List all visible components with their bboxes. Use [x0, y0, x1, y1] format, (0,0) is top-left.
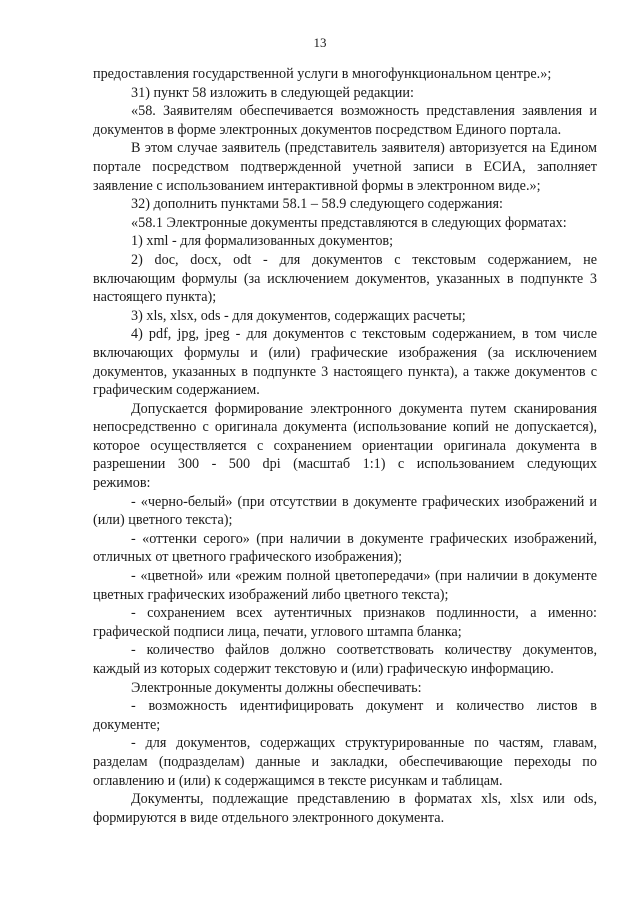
- paragraph: Допускается формирование электронного документа путем сканирования непосредственно с оригинала документа (использование копий не допускается), которое осуществляется с сохранением ориентации оригинала документа в разрешении 300 - 500 dpi (масштаб 1:1) с использованием следующих режимов:: [93, 400, 597, 492]
- paragraph: предоставления государственной услуги в многофункциональном центре.»;: [93, 66, 552, 82]
- paragraph: - возможность идентифицировать документ и количество листов в документе;: [93, 698, 597, 733]
- paragraph: 2) doc, docx, odt - для документов с текстовым содержанием, не включающим формулы (за исключением документов, указанных в подпункте 3 настоящего пункта);: [93, 251, 597, 306]
- paragraph: - «оттенки серого» (при наличии в документе графических изображений, отличных от цветного графического изображения);: [93, 530, 597, 566]
- paragraph: - для документов, содержащих структурированные по частям, главам, разделам (подразделам) данные и закладки, обеспечивающие переходы по оглавлению и (или) к содержащимся в тексте рисункам и таблицам.: [93, 735, 597, 789]
- document-body: [93, 65, 597, 827]
- paragraph: Документы, подлежащие представлению в форматах xls, xlsx или ods, формируются в виде отдельного электронного документа.: [93, 791, 597, 826]
- paragraph: - количество файлов должно соответствовать количеству документов, каждый из которых содержит текстовую и (или) графическую информацию.: [93, 642, 597, 677]
- paragraph: «58. Заявителям обеспечивается возможность представления заявления и документов в форме электронных документов посредством Единого портала.: [93, 103, 597, 138]
- paragraph: - «черно-белый» (при отсутствии в документе графических изображений и (или) цветного текста);: [93, 493, 597, 529]
- paragraph: - «цветной» или «режим полной цветопередачи» (при наличии в документе цветных графических изображений либо цветного текста);: [93, 568, 597, 603]
- paragraph: «58.1 Электронные документы представляются в следующих форматах:: [131, 214, 567, 231]
- paragraph: 31) пункт 58 изложить в следующей редакции:: [131, 84, 414, 101]
- paragraph: 32) дополнить пунктами 58.1 – 58.9 следующего содержания:: [131, 196, 503, 213]
- paragraph: 4) pdf, jpg, jpeg - для документов с текстовым содержанием, в том числе включающих формулы и (или) графические изображения (за исключением документов, указанных в подпункте 3 настоящего пункта), а также документов с графическим содержанием.: [93, 326, 597, 399]
- paragraph: 1) xml - для формализованных документов;: [131, 233, 394, 250]
- page-number: 13: [313, 35, 327, 50]
- paragraph: 3) xls, xlsx, ods - для документов, содержащих расчеты;: [131, 307, 466, 324]
- paragraph: В этом случае заявитель (представитель заявителя) авторизуется на Едином портале посредством подтвержденной учетной записи в ЕСИА, заполняет заявление с использованием интерактивной формы в электронном виде.»;: [93, 140, 597, 194]
- paragraph: - сохранением всех аутентичных признаков подлинности, а именно: графической подписи лица, печати, углового штампа бланка;: [93, 605, 597, 640]
- paragraph: Электронные документы должны обеспечивать:: [131, 679, 422, 696]
